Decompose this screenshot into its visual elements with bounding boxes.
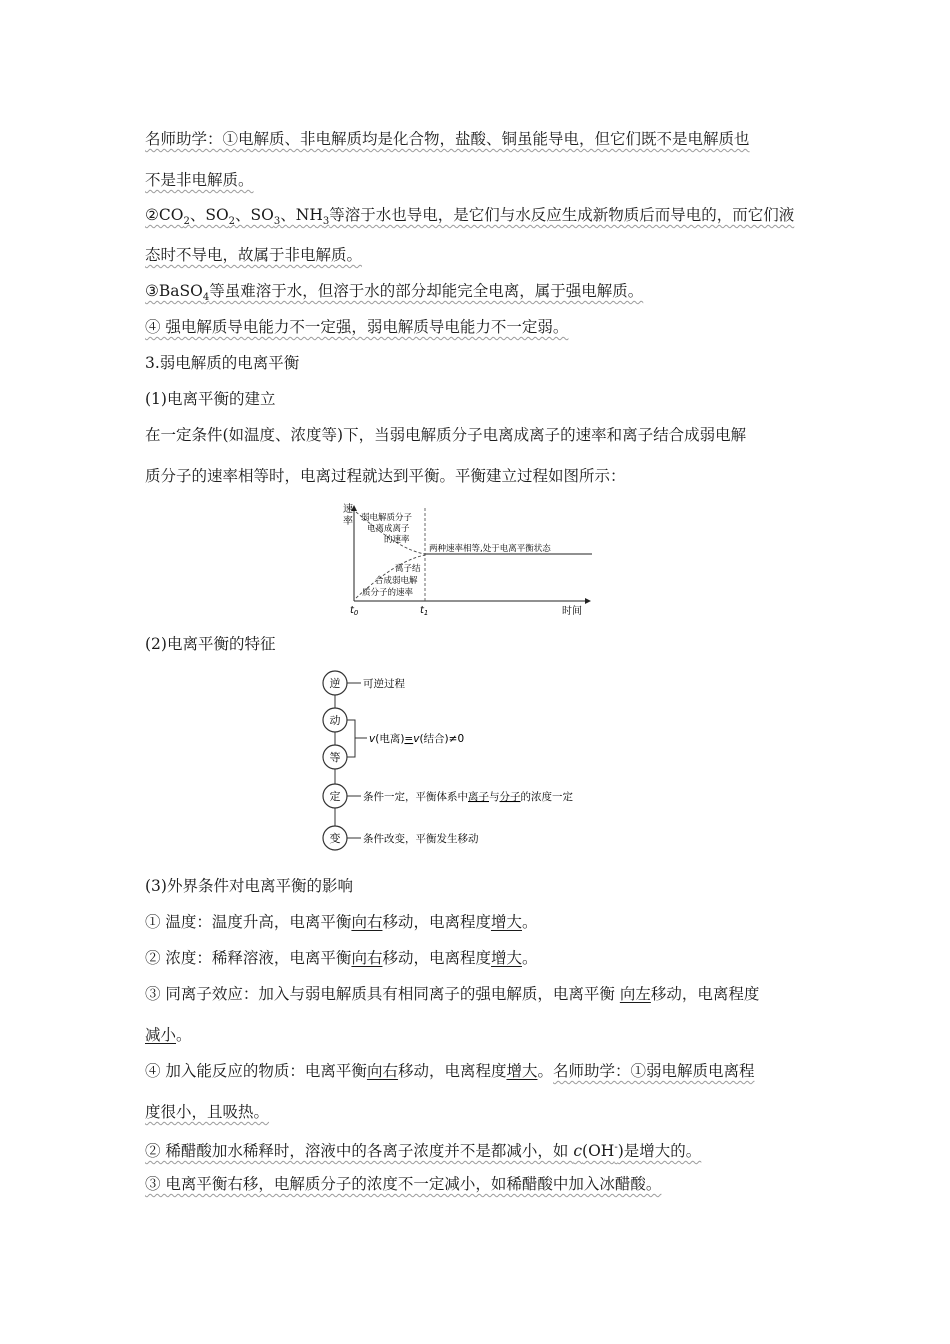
tip2-line1 <box>145 204 794 233</box>
feature-deng: 等 <box>329 751 341 764</box>
tip1-text-cont: 不是非电解质。 <box>145 171 254 189</box>
t1-label: $t_1$ <box>420 605 429 617</box>
paragraph-1-line2: 质分子的速率相等时，电离过程就达到平衡。平衡建立过程如图所示： <box>145 467 626 485</box>
factor-common-ion-cont: 减小。 <box>145 1026 192 1044</box>
factor-reactant: ④ 加入能反应的物质：电离平衡向右移动，电离程度增大。名师助学：①弱电解质电离程 <box>145 1062 755 1080</box>
feature-rate-equal-text: v(电离)=v(结合)≠0 <box>369 733 465 745</box>
factor-temperature: ① 温度：温度升高，电离平衡向右移动，电离程度增大。 <box>145 913 538 931</box>
tip3-line <box>145 280 643 309</box>
subheading-2: (2)电离平衡的特征 <box>145 635 276 653</box>
rate-time-graph <box>340 498 600 618</box>
lower-curve-label-2: 合成弱电解 <box>375 576 418 586</box>
tip-shift-right: ③ 电离平衡右移，电解质分子的浓度不一定减小，如稀醋酸中加入冰醋酸。 <box>145 1175 662 1193</box>
paragraph-1-line1: 在一定条件(如温度、浓度等)下，当弱电解质分子电离成离子的速率和离子结合成弱电解 <box>145 426 747 444</box>
feature-ni: 逆 <box>329 677 341 690</box>
feature-ding: 定 <box>329 790 341 803</box>
feature-reversible-text: 可逆过程 <box>363 678 405 690</box>
factor-common-ion: ③ 同离子效应：加入与弱电解质具有相同离子的强电解质，电离平衡 向左移动，电离程度 <box>145 985 760 1003</box>
x-axis-label: 时间 <box>562 606 582 617</box>
upper-curve-label: 弱电解质分子 <box>361 513 413 523</box>
tip3-text: ③BaSO$_4$等虽难溶于水，但溶于水的部分却能完全电离，属于强电解质。 <box>145 282 644 304</box>
y-axis-label: 速 <box>343 504 353 515</box>
tip-weak-electrolyte: 度很小，且吸热。 <box>145 1103 270 1121</box>
feature-constant-text: 条件一定，平衡体系中离子与分子的浓度一定 <box>363 791 573 803</box>
tip1-text: 名师助学：①电解质、非电解质均是化合物，盐酸、铜虽能导电，但它们既不是电解质也 <box>145 130 750 148</box>
tip2-line2 <box>145 244 362 266</box>
tip4-text: ④ 强电解质导电能力不一定强，弱电解质导电能力不一定弱。 <box>145 318 569 336</box>
subheading-1: (1)电离平衡的建立 <box>145 390 276 408</box>
y-axis-label-2: 率 <box>343 516 353 527</box>
equilibrium-label: 两种速率相等,处于电离平衡状态 <box>429 544 551 554</box>
section-heading: 3.弱电解质的电离平衡 <box>145 354 300 372</box>
tip2-text: $②CO_2$、$SO_2$、$SO_3$、$NH_3$等溶于水也导电，是它们与水反应生成新物质后而导电的，而它们液 <box>145 206 795 228</box>
tip1-line2 <box>145 169 254 191</box>
feature-dong: 动 <box>329 714 341 727</box>
features-diagram <box>317 663 637 858</box>
tip2-text-cont: 态时不导电，故属于非电解质。 <box>145 246 363 264</box>
tip1-line1 <box>145 128 750 150</box>
lower-curve-label: 离子结 <box>395 564 421 574</box>
tip-dilution: ② 稀醋酸加水稀释时，溶液中的各离子浓度并不是都减小，如 c(OH-)是增大的。 <box>145 1142 702 1161</box>
subheading-3: (3)外界条件对电离平衡的影响 <box>145 877 353 895</box>
tip4-line <box>145 316 568 338</box>
upper-curve-label-3: 的速率 <box>384 535 410 545</box>
feature-change-text: 条件改变，平衡发生移动 <box>363 833 479 845</box>
lower-curve-label-3: 质分子的速率 <box>362 588 414 598</box>
factor-concentration: ② 浓度：稀释溶液，电离平衡向右移动，电离程度增大。 <box>145 949 538 967</box>
upper-curve-label-2: 电离成离子 <box>367 524 410 534</box>
t0-label: $t_0$ <box>350 605 359 617</box>
feature-bian: 变 <box>329 832 341 845</box>
